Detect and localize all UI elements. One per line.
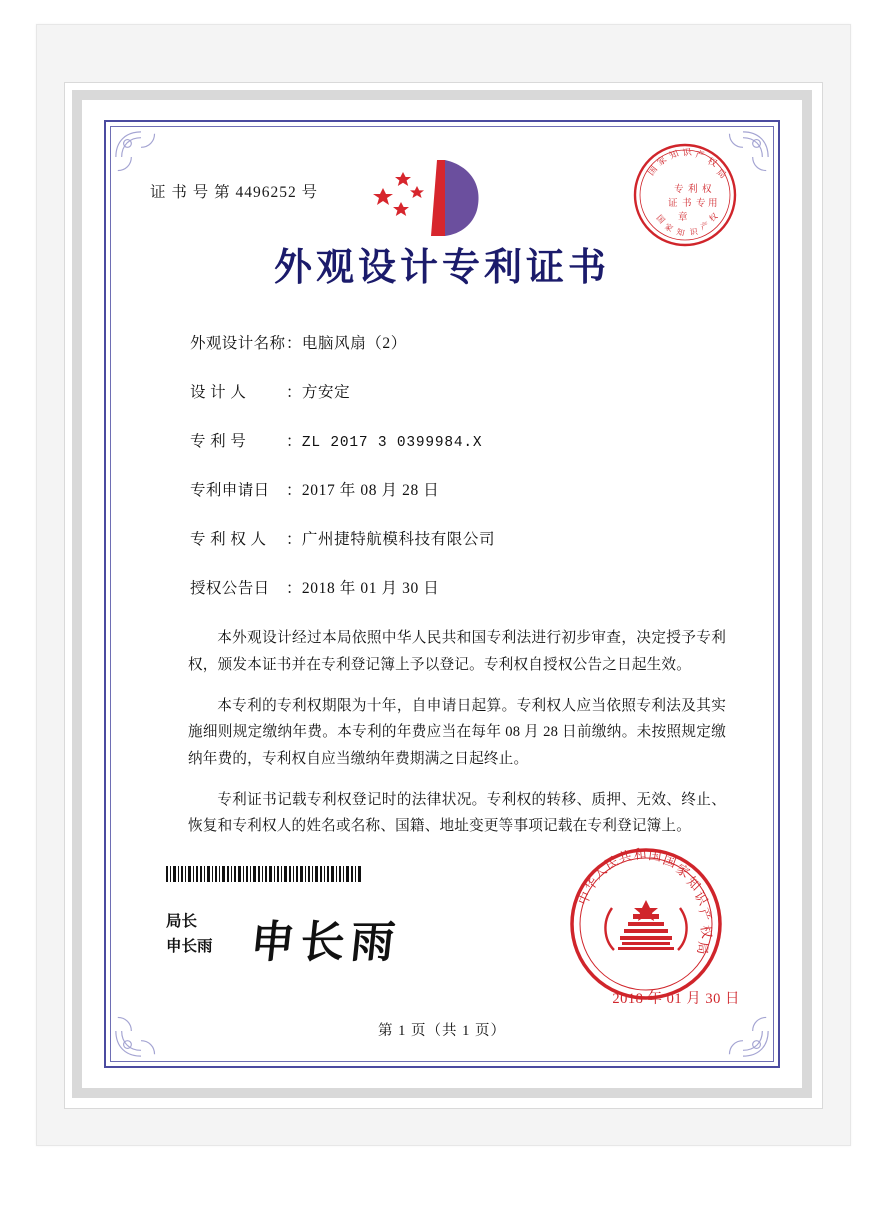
certificate-content bbox=[106, 122, 778, 1066]
svg-text:家: 家 bbox=[663, 221, 675, 234]
signatory-title: 局长 bbox=[166, 913, 198, 930]
field-row: 专利申请日 ：2017 年 08 月 28 日 bbox=[190, 478, 734, 500]
barcode-icon bbox=[166, 866, 362, 882]
field-label: 外观设计名称 bbox=[190, 335, 286, 352]
svg-text:用: 用 bbox=[708, 198, 718, 209]
page-footer: 第 1 页（共 1 页） bbox=[378, 1023, 506, 1039]
svg-text:国: 国 bbox=[660, 852, 678, 872]
svg-text:知: 知 bbox=[675, 227, 686, 238]
svg-text:民: 民 bbox=[602, 853, 622, 874]
field-label: 专 利 号 bbox=[190, 433, 247, 450]
field-value: 2017 年 08 月 28 日 bbox=[301, 482, 440, 499]
seal-date: 2018 年 01 月 30 日 bbox=[612, 991, 740, 1007]
svg-text:和: 和 bbox=[633, 846, 648, 863]
svg-text:识: 识 bbox=[690, 889, 711, 909]
field-row: 外观设计名称：电脑风扇（2） bbox=[190, 331, 734, 353]
svg-text:产: 产 bbox=[694, 150, 705, 162]
svg-text:权: 权 bbox=[705, 156, 719, 170]
paragraph: 本专利的专利权期限为十年，自申请日起算。专利权人应当依照专利法及其实施细则规定缴纳年费。本专利的年费应当在每年 08 月 28 日前缴纳。未按照规定缴纳年费的，专利权自应当缴纳年费期满之日起终止。 bbox=[188, 697, 726, 767]
field-label: 专利申请日 bbox=[190, 482, 270, 499]
svg-text:利: 利 bbox=[688, 184, 698, 195]
field-value: ZL 2017 3 0399984.X bbox=[301, 435, 483, 451]
field-label: 专 利 权 人 bbox=[190, 531, 267, 548]
official-seal-top-icon bbox=[630, 140, 740, 250]
paragraph: 本外观设计经过本局依照中华人民共和国专利法进行初步审查，决定授予专利权，颁发本证书并在专利登记簿上予以登记。专利权自授权公告之日起生效。 bbox=[188, 630, 726, 673]
svg-text:国: 国 bbox=[654, 213, 667, 226]
svg-text:权: 权 bbox=[697, 924, 714, 940]
field-value: 2018 年 01 月 30 日 bbox=[301, 580, 440, 597]
official-seal-bottom-icon bbox=[566, 844, 726, 1004]
svg-text:识: 识 bbox=[682, 147, 693, 159]
svg-text:专: 专 bbox=[674, 184, 684, 195]
field-row: 专 利 号 ：ZL 2017 3 0399984.X bbox=[190, 429, 734, 451]
fields-list bbox=[150, 331, 734, 598]
svg-text:知: 知 bbox=[668, 149, 681, 162]
signatory-labels bbox=[166, 910, 213, 960]
svg-text:知: 知 bbox=[683, 874, 703, 895]
certificate-body bbox=[104, 120, 780, 1068]
field-row: 专 利 权 人 ：广州捷特航模科技有限公司 bbox=[190, 527, 734, 549]
svg-text:专: 专 bbox=[696, 198, 706, 209]
field-value: 电脑风扇（2） bbox=[301, 335, 407, 352]
certificate-number: 证 书 号 第 4496252 号 bbox=[150, 184, 319, 201]
svg-text:中: 中 bbox=[575, 889, 595, 908]
svg-text:人: 人 bbox=[590, 863, 611, 883]
svg-text:国: 国 bbox=[647, 848, 663, 865]
svg-text:国: 国 bbox=[646, 164, 660, 178]
svg-text:局: 局 bbox=[714, 167, 728, 182]
svg-text:产: 产 bbox=[695, 906, 714, 924]
svg-text:权: 权 bbox=[707, 211, 720, 224]
body-paragraphs bbox=[150, 625, 734, 840]
page-title: 外观设计专利证书 bbox=[273, 244, 610, 289]
field-row: 设 计 人 ：方安定 bbox=[190, 380, 734, 402]
sipo-logo-icon bbox=[367, 152, 517, 244]
handwritten-signature: 申长雨 bbox=[247, 917, 403, 968]
svg-text:证: 证 bbox=[668, 198, 678, 209]
field-label: 设 计 人 bbox=[190, 384, 247, 401]
svg-text:识: 识 bbox=[689, 227, 699, 237]
field-row: 授权公告日 ：2018 年 01 月 30 日 bbox=[190, 576, 734, 598]
svg-text:家: 家 bbox=[672, 861, 692, 882]
svg-text:权: 权 bbox=[702, 184, 712, 195]
field-label: 授权公告日 bbox=[190, 580, 270, 597]
svg-text:章: 章 bbox=[678, 212, 688, 223]
svg-text:共: 共 bbox=[616, 848, 634, 867]
svg-text:家: 家 bbox=[655, 154, 669, 169]
svg-text:产: 产 bbox=[699, 220, 711, 232]
signatory-name: 申长雨 bbox=[166, 937, 213, 955]
field-value: 广州捷特航模科技有限公司 bbox=[301, 531, 496, 548]
svg-text:华: 华 bbox=[582, 875, 602, 895]
paragraph: 专利证书记载专利权登记时的法律状况。专利权的转移、质押、无效、终止、恢复和专利权人的姓名或名称、国籍、地址变更等事项记载在专利登记簿上。 bbox=[188, 791, 726, 835]
svg-text:书: 书 bbox=[682, 198, 692, 209]
svg-text:局: 局 bbox=[693, 940, 710, 956]
signature-block bbox=[166, 906, 546, 970]
field-value: 方安定 bbox=[301, 384, 351, 401]
